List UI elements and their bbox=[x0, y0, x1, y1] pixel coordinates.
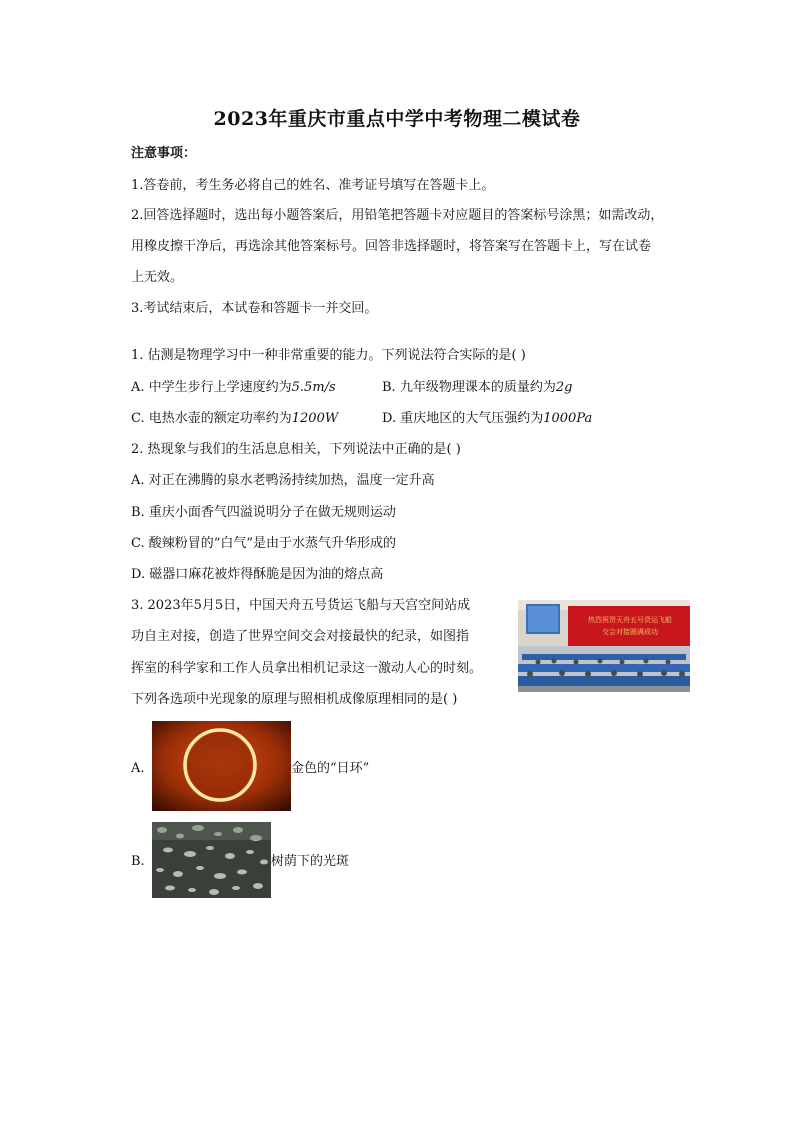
page-title: 2023年重庆市重点中学中考物理二模试卷 bbox=[213, 108, 581, 130]
q3-stem-line-3: 挥室的科学家和工作人员拿出相机记录这一激动人心的时刻。 bbox=[131, 661, 483, 676]
q3-option-b-caption: 树荫下的光斑 bbox=[271, 854, 350, 869]
q1-option-a-text: A. 中学生步行上学速度约为 bbox=[131, 380, 292, 395]
q1-option-b-text: B. 九年级物理课本的质量约为 bbox=[382, 380, 556, 395]
q1-option-b-value: 2g bbox=[555, 380, 573, 395]
q3-option-a-caption: 金色的“日环” bbox=[291, 761, 370, 776]
q3-stem-line-2: 功自主对接，创造了世界空间交会对接最快的纪录，如图指 bbox=[131, 629, 470, 644]
q1-option-a-value: 5.5m/s bbox=[291, 380, 336, 395]
notes-item-1: 1.答卷前，考生务必将自己的姓名、准考证号填写在答题卡上。 bbox=[131, 178, 495, 193]
q1-option-c bbox=[131, 410, 338, 428]
q1-stem: 1. 估测是物理学习中一种非常重要的能力。下列说法符合实际的是( ) bbox=[131, 348, 526, 363]
q3-stem-line-4: 下列各选项中光现象的原理与照相机成像原理相同的是( ) bbox=[131, 692, 458, 707]
q2-stem: 2. 热现象与我们的生活息息相关，下列说法中正确的是( ) bbox=[131, 442, 461, 457]
q3-option-b-label: B. bbox=[131, 854, 145, 869]
q1-option-a bbox=[131, 379, 336, 397]
q1-option-d-value: 1000Pa bbox=[543, 411, 593, 426]
q1-option-b bbox=[382, 379, 572, 397]
notes-item-2-line-3: 上无效。 bbox=[131, 270, 184, 285]
banner-text: 热烈祝贺天舟五号货运飞船 bbox=[588, 616, 672, 624]
q3-stem-line-1: 3. 2023年5月5日，中国天舟五号货运飞船与天宫空间站成 bbox=[131, 598, 471, 613]
q2-option-a: A. 对正在沸腾的泉水老鸭汤持续加热，温度一定升高 bbox=[131, 473, 435, 488]
annular-eclipse-image bbox=[152, 721, 291, 811]
q1-option-c-text: C. 电热水壶的额定功率约为 bbox=[131, 411, 292, 426]
command-hall-photo bbox=[518, 600, 690, 692]
q1-option-d bbox=[382, 410, 592, 428]
notes-item-3: 3.考试结束后，本试卷和答题卡一并交回。 bbox=[131, 301, 378, 316]
q2-option-d: D. 磁器口麻花被炸得酥脆是因为油的熔点高 bbox=[131, 567, 384, 582]
notes-item-2-line-1: 2.回答选择题时，选出每小题答案后，用铅笔把答题卡对应题目的答案标号涂黑；如需改动， bbox=[131, 208, 664, 223]
q1-option-c-value: 1200W bbox=[291, 411, 339, 426]
svg-text:交会对接圆满成功: 交会对接圆满成功 bbox=[602, 628, 658, 636]
q3-option-a-label: A. bbox=[131, 761, 145, 776]
notes-item-2-line-2: 用橡皮擦干净后，再选涂其他答案标号。回答非选择题时，将答案写在答题卡上，写在试卷 bbox=[131, 239, 652, 254]
tree-shade-light-spots-image bbox=[152, 822, 271, 898]
q2-option-b: B. 重庆小面香气四溢说明分子在做无规则运动 bbox=[131, 505, 396, 520]
q1-option-d-text: D. 重庆地区的大气压强约为 bbox=[382, 411, 544, 426]
q2-option-c: C. 酸辣粉冒的“白气”是由于水蒸气升华形成的 bbox=[131, 536, 397, 551]
notes-heading: 注意事项： bbox=[131, 146, 197, 161]
